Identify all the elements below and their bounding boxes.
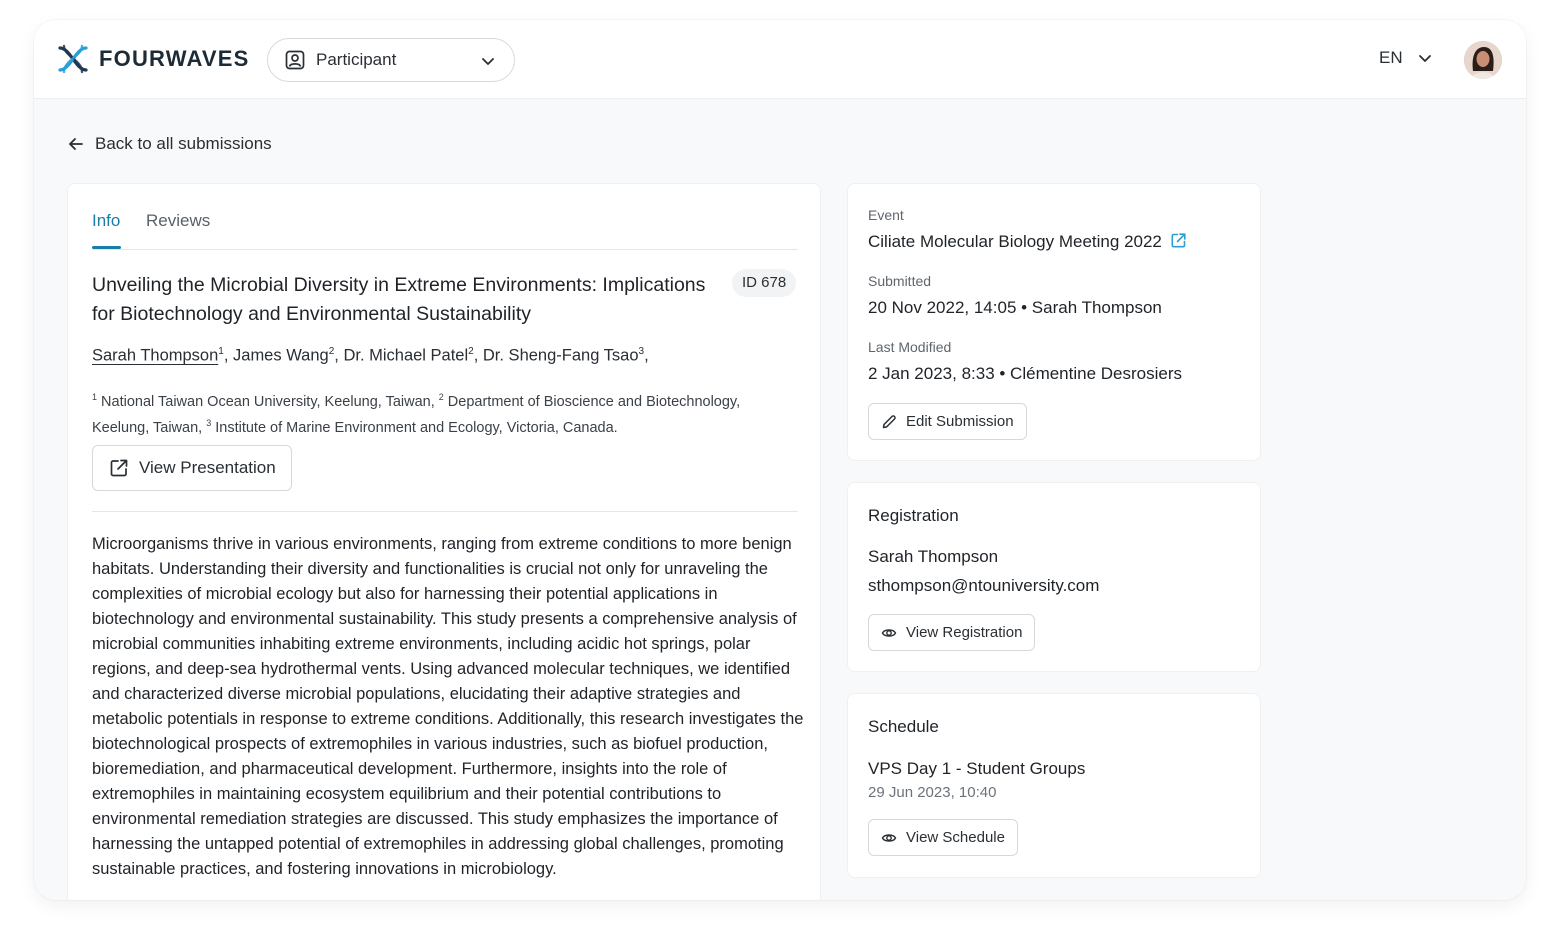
external-link-icon <box>109 458 129 478</box>
schedule-card <box>847 693 1261 878</box>
event-name-link[interactable] <box>868 232 1187 252</box>
submission-id-badge: ID 678 <box>732 269 796 297</box>
author-name: Dr. Sheng-Fang Tsao <box>482 346 639 365</box>
registrant-email: sthompson@ntouniversity.com <box>868 576 1100 595</box>
language-label: EN <box>1379 48 1403 67</box>
submitted-value: 20 Nov 2022, 14:05 • Sarah Thompson <box>868 298 1162 317</box>
author-affil-sup: 3 <box>638 346 645 357</box>
view-schedule-button[interactable] <box>868 819 1018 856</box>
submission-title: Unveiling the Microbial Diversity in Extreme Environments: Implications for Biotechnology and Environmental Sustainability <box>92 274 706 325</box>
view-registration-button[interactable] <box>868 614 1035 651</box>
view-schedule-label: View Schedule <box>906 829 1005 846</box>
affiliation-sup: 1 <box>92 392 98 402</box>
event-name: Ciliate Molecular Biology Meeting 2022 <box>868 232 1162 251</box>
chevron-down-icon <box>1417 50 1433 66</box>
brand-name: FOURWAVES <box>99 46 250 71</box>
author-affil-sup: 2 <box>468 346 474 357</box>
user-badge-icon <box>284 49 306 71</box>
affiliation-sup: 2 <box>438 392 444 402</box>
eye-icon <box>881 625 897 641</box>
view-registration-label: View Registration <box>906 624 1023 641</box>
brand-logo[interactable] <box>56 42 250 76</box>
external-link-icon <box>1170 232 1187 249</box>
abstract-text: Microorganisms thrive in various environments, ranging from extreme conditions to more benign habitats. Understanding their diversity and functionalities is crucial not only for unraveling the complexities of microbial ecology but also for harnessing their potential applications in biotechnology and environmental sustainability. This study presents a comprehensive analysis of microbial communities inhabiting extreme environments, including acidic hot springs, polar regions, and deep-sea hydrothermal vents. Using advanced molecular techniques, we identified and characterized diverse microbial populations, elucidating their adaptive strategies and metabolic potentials in response to extreme conditions. Additionally, this research investigates the biotechnological prospects of extremophiles in various industries, such as biofuel production, bioremediation, and pharmaceutical development. Furthermore, insights into the role of extremophiles in maintaining ecosystem equilibrium and their potential contributions to environmental remediation strategies are discussed. This study emphasizes the importance of harnessing the untapped potential of extremophiles in addressing global challenges, promoting sustainable practices, and fostering innovations in microbiology. <box>92 535 804 878</box>
role-label: Participant <box>316 50 397 69</box>
top-bar <box>34 20 1526 99</box>
affiliation-text: National Taiwan Ocean University, Keelung, Taiwan, <box>97 393 439 410</box>
event-label: Event <box>868 207 904 223</box>
last-modified-label: Last Modified <box>868 339 952 355</box>
registrant-name: Sarah Thompson <box>868 547 999 566</box>
avatar-image <box>1464 41 1502 79</box>
author-separator: , <box>223 346 234 365</box>
section-divider <box>92 511 798 512</box>
registration-title: Registration <box>868 506 959 525</box>
chevron-down-icon <box>480 53 496 69</box>
fourwaves-logo-icon <box>56 42 90 76</box>
view-presentation-label: View Presentation <box>139 458 276 477</box>
schedule-datetime: 29 Jun 2023, 10:40 <box>868 784 997 801</box>
app-window <box>34 20 1526 900</box>
eye-icon <box>881 830 897 846</box>
author-name: James Wang <box>233 346 329 365</box>
author-name: Dr. Michael Patel <box>343 346 469 365</box>
tab-bar <box>92 184 798 250</box>
user-avatar[interactable] <box>1464 41 1502 79</box>
edit-submission-button[interactable] <box>868 403 1027 440</box>
author-affil-sup: 2 <box>328 346 335 357</box>
event-info-card <box>847 183 1261 461</box>
author-list <box>92 346 649 366</box>
registration-card <box>847 482 1261 672</box>
edit-submission-label: Edit Submission <box>906 413 1014 430</box>
affiliation-text: Department of Bioscience and Biotechnology, Keelung, Taiwan, <box>92 393 741 436</box>
author-separator: , <box>473 346 483 365</box>
tab-info[interactable]: Info <box>92 211 121 230</box>
author-separator: , <box>644 346 649 365</box>
submitted-label: Submitted <box>868 273 932 289</box>
pencil-icon <box>881 414 897 430</box>
tab-reviews[interactable]: Reviews <box>146 211 211 230</box>
author-affil-sup: 1 <box>218 346 224 357</box>
role-selector[interactable] <box>267 38 515 82</box>
arrow-left-icon <box>67 135 85 153</box>
back-link-label: Back to all submissions <box>95 134 272 153</box>
schedule-session: VPS Day 1 - Student Groups <box>868 759 1086 778</box>
affiliation-sup: 3 <box>206 417 212 428</box>
active-tab-indicator <box>92 246 121 249</box>
view-presentation-button[interactable] <box>92 445 292 491</box>
last-modified-value: 2 Jan 2023, 8:33 • Clémentine Desrosiers <box>868 364 1183 383</box>
back-link[interactable] <box>67 134 272 154</box>
language-selector[interactable] <box>1379 48 1433 68</box>
affiliations <box>92 387 782 439</box>
author-separator: , <box>334 346 344 365</box>
submission-card <box>67 183 821 900</box>
affiliation-text: Institute of Marine Environment and Ecology, Victoria, Canada. <box>211 419 618 436</box>
schedule-title: Schedule <box>868 717 939 736</box>
author-link[interactable]: Sarah Thompson <box>92 346 219 365</box>
